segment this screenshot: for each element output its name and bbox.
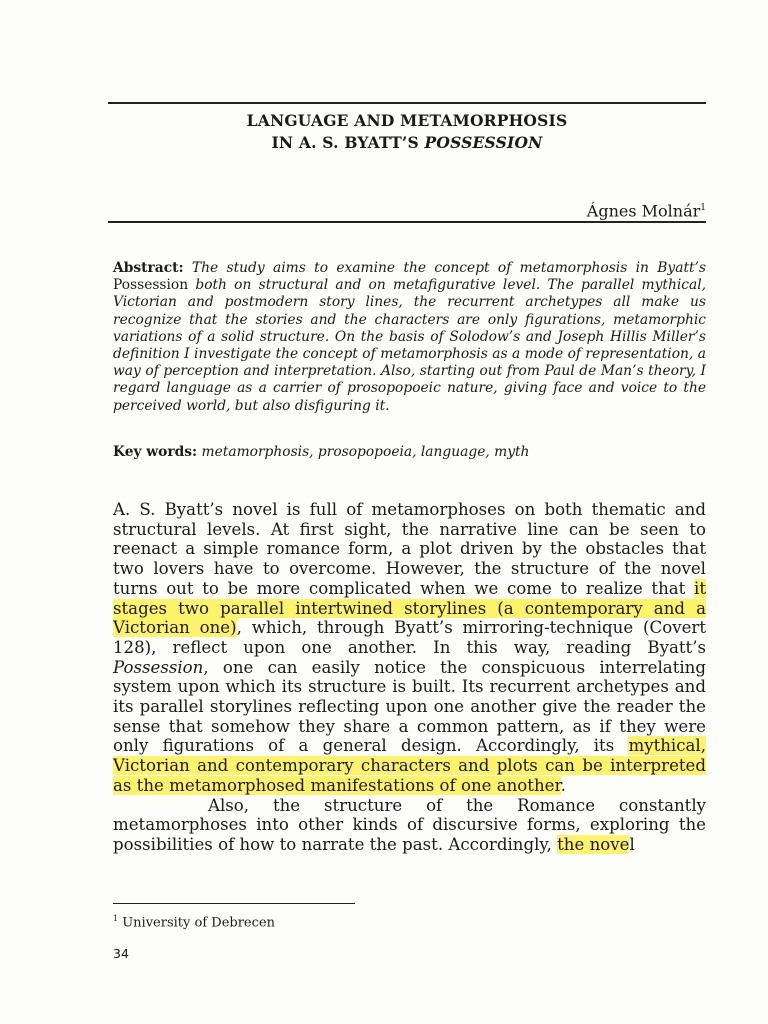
highlighted-text: it stages two parallel intertwined storylines (a contemporary and a Victorian one) [113,578,706,638]
footnote-mark: 1 [113,914,119,923]
footnote-text: University of Debrecen [118,915,275,931]
body-text-span: . [560,775,566,795]
author-name-text: Ágnes Molnár [586,201,701,221]
body-text [113,500,706,855]
body-paragraph-1 [113,500,706,796]
book-title-italic: Possession [113,657,204,677]
paper-title [108,110,706,154]
author-footnote-mark: 1 [700,203,706,213]
title-line-2 [108,132,706,154]
title-line-1: LANGUAGE AND METAMORPHOSIS [246,111,568,130]
title-line-2-prefix: IN A. S. BYATT’S [271,133,425,152]
abstract-label: Abstract: [113,260,184,276]
abstract-book-title: Possession [113,277,189,294]
highlighted-text: mythical, Victorian and contemporary characters and plots can be interpreted as the metamorphosed manifestations of one another [113,736,706,795]
footnote [113,910,275,932]
body-text-span: , which, through Byatt’s mirroring-technique (Covert 128), reflect upon one another. In this way, reading Byatt’s [113,618,706,657]
body-text-span: Also, the structure of the Romance constantly metamorphoses into other kinds of discursive forms, exploring the possibilities of how to narrate the past. Accordingly, [113,795,706,854]
body-text-span: l [629,834,635,854]
highlighted-text: the nove [557,834,630,854]
abstract [113,260,706,415]
footnote-rule [113,903,355,904]
body-text-span: , one can easily notice the conspicuous interrelating system upon which its structure is built. Its recurrent archetypes and its parallel storylines reflecting upon one another give the reader the sense that somehow they share a common pattern, as if they were only figurations of a general design. Accordingly, its [113,657,706,756]
header-rule [108,221,706,223]
keywords [113,443,706,461]
keywords-label: Key words: [113,444,198,460]
top-rule [108,102,706,104]
abstract-text-1: The study aims to examine the concept of metamorphosis in Byatt’s [183,260,706,276]
body-paragraph-2 [113,796,706,855]
author-name [587,198,706,221]
body-text-span: A. S. Byatt’s novel is full of metamorphoses on both thematic and structural levels. At first sight, the narrative line can be seen to reenact a simple romance form, a plot driven by the obstacles that two lovers have to overcome. However, the structure of the novel turns out to be more complicated when we come to realize that [113,500,706,598]
page-number: 34 [113,946,129,961]
title-line-2-italic: POSSESSION [424,133,543,152]
abstract-text-2: both on structural and on metafigurative level. The parallel mythical, Victorian and postmodern story lines, the recurrent archetypes all make us recognize that the stories and the characters are only figurations, metamorphic variations of a solid structure. On the basis of Solodow’s and Joseph Hillis Miller’s definition I investigate the concept of metamorphosis as a mode of representation, a way of perception and interpretation. Also, starting out from Paul de Man’s theory, I regard language as a carrier of prosopopoeic nature, giving face and voice to the perceived world, but also disfiguring it. [113,277,706,414]
keywords-text: metamorphosis, prosopopoeia, language, myth [201,444,530,460]
